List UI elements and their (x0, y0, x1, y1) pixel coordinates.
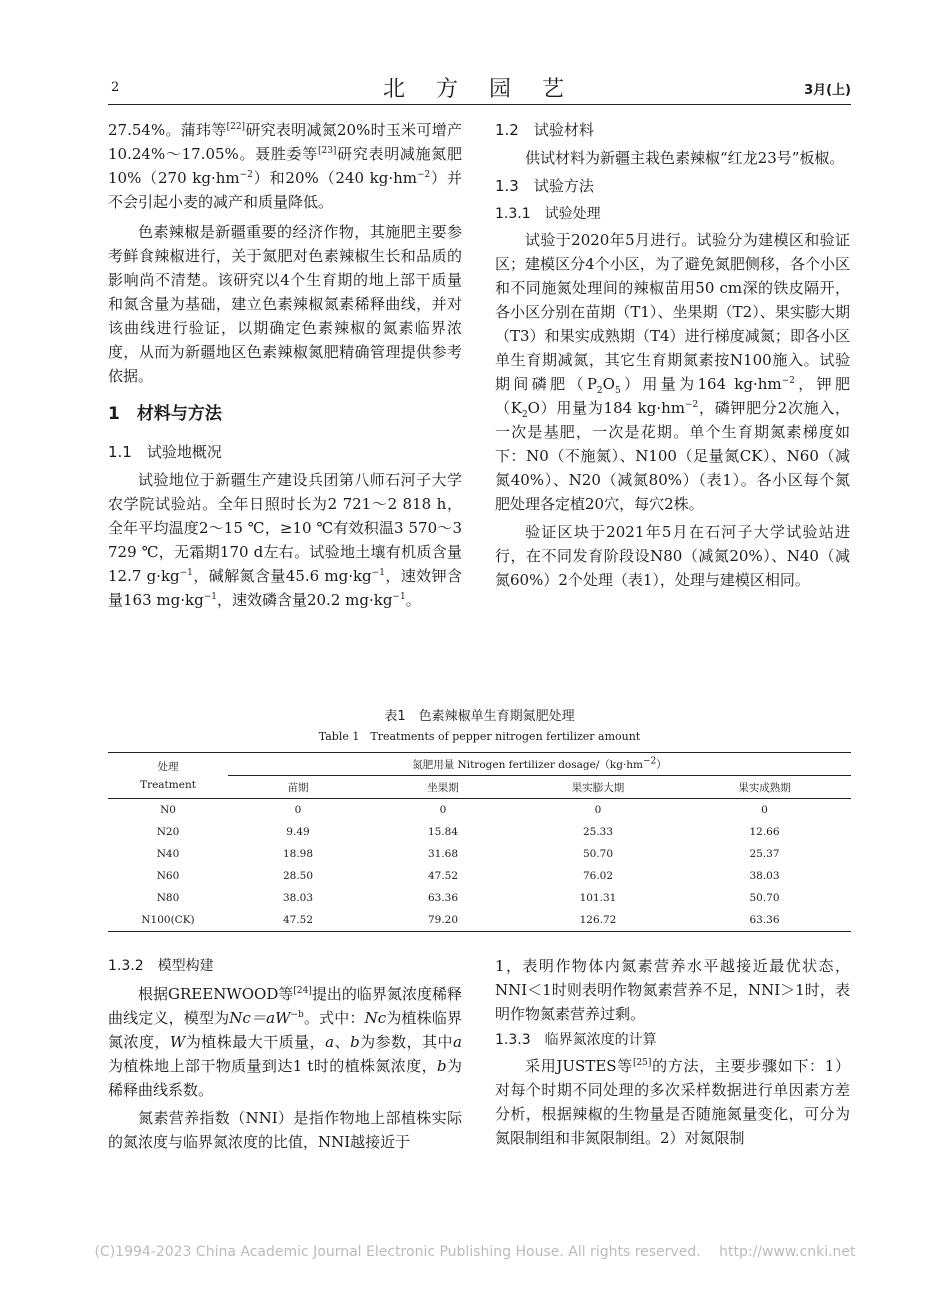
table-row: N20 9.49 15.84 25.33 12.66 (156, 826, 780, 838)
paragraph-9: 1，表明作物体内氮素营养水平越接近最优状态，NNI＜1时则表明作物氮素营养不足，NNI＞1时，表明作物氮素营养过剩。 (495, 957, 850, 1023)
journal-title: 北 方 园 艺 (383, 77, 576, 102)
section-heading-1-3-3: 1.3.3 临界氮浓度的计算 (495, 1032, 657, 1048)
table-caption-en: Table 1 Treatments of pepper nitrogen fertilizer amount (318, 730, 641, 743)
copyright-footer: (C)1994-2023 China Academic Journal Electronic Publishing House. All rights reserved. http://www.cnki.net (94, 1244, 856, 1260)
treatment-header: 处理 Treatment (108, 753, 228, 799)
bottom-right-column (495, 954, 850, 1150)
bottom-left-column (108, 954, 462, 1154)
paragraph-5: 试验于2020年5月进行。试验分为建模区和验证区；建模区分4个小区，为了避免氮肥侧移，各个小区和不同施氮处理间的辣椒苗用50 cm深的铁皮隔开，各小区分别在苗期（T1）、坐果期（T2）、果实膨大期（T3）和果实成熟期（T4）进行梯度减氮；即各小区单生育期减氮，其它生育期氮素按N100施入。试验期间磷肥$(P_2O_5)$用量为164 $kg\cdot hm^{-2}$，钾肥$(K_2O)$用量为184 $kg\cdot hm^{-2}$，磷钾肥分2次施入，一次是基肥，一次是花期。单个生育期氮素梯度如下：N0（不施氮）、N100（足量氮CK）、N60（减氮40%）、N20（减氮80%）（表1）。各小区每个氮肥处理各定植20穴，每穴2株。 (495, 231, 851, 513)
page-number: 2 (111, 80, 120, 95)
section-heading-1-2: 1.2 试验材料 (495, 121, 594, 139)
nitrogen-treatment-table (108, 752, 851, 932)
stage-header-fruit-expansion: 果实膨大期 (518, 776, 678, 799)
paragraph-10: 采用JUSTES等[25]的方法，主要步骤如下：1）对每个时期不同处理的多次采样数据进行单因素方差分析，根据辣椒的生物量是否随施氮量变化，可分为氮限制组和非氮限制组。2）对氮限制 (495, 1057, 850, 1147)
table-row: N40 18.98 31.68 50.70 25.37 (156, 848, 780, 860)
section-heading-1-1: 1.1 试验地概况 (108, 443, 222, 461)
paragraph-3: 试验地位于新疆生产建设兵团第八师石河子大学农学院试验站。全年日照时长为2 721～2 818 h，全年平均温度2～15 ℃，≥10 ℃有效积温3 570～3 729 ℃，无霜期170 d左右。试验地土壤有机质含量12.7 $g\cdot kg^{-1}$，碱解氮含量45.6 $mg\cdot kg^{-1}$，速效钾含量163 $mg\cdot kg^{-1}$，速效磷含量20.2 $mg\cdot kg^{-1}$。 (108, 471, 462, 609)
stage-header-fruit-setting: 坐果期 (368, 776, 518, 799)
section-heading-1: 1 材料与方法 (108, 404, 222, 424)
paragraph-8: 氮素营养指数（NNI）是指作物地上部植株实际的氮浓度与临界氮浓度的比值，NNI越接近于 (108, 1109, 462, 1151)
table-row: N80 38.03 63.36 101.31 50.70 (156, 892, 780, 904)
paragraph-6: 验证区块于2021年5月在石河子大学试验站进行，在不同发育阶段设N80（减氮20%）、N40（减氮60%）2个处理（表1），处理与建模区相同。 (495, 523, 850, 589)
right-column (495, 118, 850, 592)
section-heading-1-3-2: 1.3.2 模型构建 (108, 958, 214, 974)
paragraph-4: 供试材料为新疆主栽色素辣椒“红龙23号”板椒。 (525, 149, 845, 167)
paragraph-2: 色素辣椒是新疆重要的经济作物，其施肥主要参考鲜食辣椒进行，关于氮肥对色素辣椒生长和品质的影响尚不清楚。该研究以4个生育期的地上部干质量和氮含量为基础，建立色素辣椒氮素稀释曲线，并对该曲线进行验证，以期确定色素辣椒的氮素临界浓度，从而为新疆地区色素辣椒氮肥精确管理提供参考依据。 (108, 223, 462, 385)
stage-header-fruit-maturity: 果实成熟期 (678, 776, 851, 799)
stage-header-seedling: 苗期 (228, 776, 368, 799)
table-row: N100(CK) 47.52 79.20 126.72 63.36 (108, 909, 851, 932)
section-heading-1-3: 1.3 试验方法 (495, 177, 594, 195)
table-row: N60 28.50 47.52 76.02 38.03 (156, 870, 780, 882)
table-row: N0 0 0 0 0 (160, 804, 768, 816)
table-caption-cn: 表1 色素辣椒单生育期氮肥处理 (384, 709, 575, 724)
left-column (108, 118, 462, 612)
page-header (108, 70, 851, 105)
dosage-header: 氮肥用量 Nitrogen fertilizer dosage/（kg·hm−2） (228, 753, 851, 776)
paragraph-1: 27.54%。蒲玮等[22]研究表明减氮20%时玉米可增产10.24%～17.05%。聂胜委等[23]研究表明减施氮肥10%（270 $kg\cdot hm^{-2}$）和20%（240 $kg\cdot hm^{-2}$）并不会引起小麦的减产和质量降低。 (108, 121, 462, 211)
issue-label: 3月(上) (804, 83, 851, 98)
paragraph-7: 根据GREENWOOD等[24]提出的临界氮浓度稀释曲线定义，模型为$Nc=aW^{-b}$。式中：Nc为植株临界氮浓度，W为植株最大干质量，a、b为参数，其中a为植株地上部干物质量到达1 t时的植株氮浓度，b为稀释曲线系数。 (108, 985, 462, 1099)
section-heading-1-3-1: 1.3.1 试验处理 (495, 206, 601, 222)
